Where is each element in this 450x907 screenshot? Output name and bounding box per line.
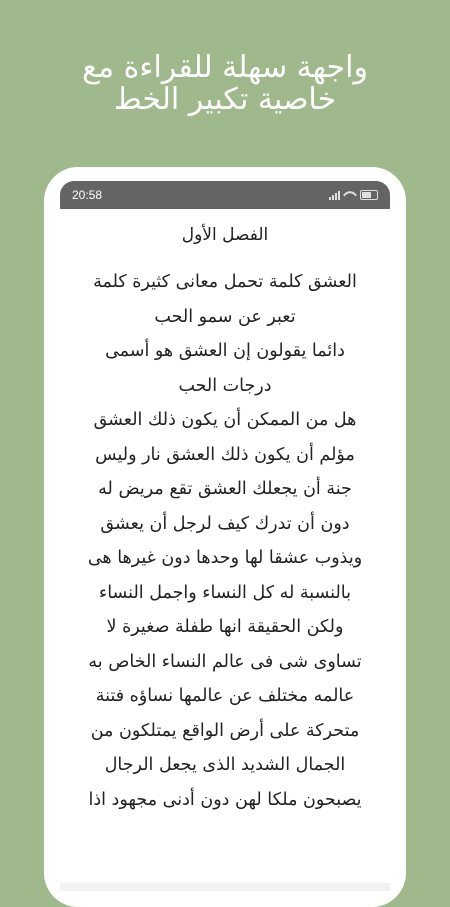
text-line: هل من الممكن أن يكون ذلك العشق [93,410,357,430]
status-time: 20:58 [72,188,103,202]
text-line: جنة أن يجعلك العشق تقع مريض له [98,479,352,499]
text-line: الجمال الشديد الذى يجعل الرجال [104,755,346,775]
signal-icon [329,191,340,200]
text-line: متحركة على أرض الواقع يمتلكون من [90,720,360,741]
promo-line-2: خاصية تكبير الخط [113,82,337,117]
text-line: بالنسبة له كل النساء واجمل النساء [99,582,351,603]
text-line: تعبر عن سمو الحب [154,306,296,327]
status-icons [329,190,378,200]
promo-line-1: واجهة سهلة للقراءة مع [82,50,368,85]
text-line: مؤلم أن يكون ذلك العشق نار وليس [95,444,355,465]
status-bar [60,181,390,209]
text-line: يصبحون ملكا لهن دون أدنى مجهود اذا [88,789,362,810]
text-line: دون أن تدرك كيف لرجل أن يعشق [100,513,350,534]
reader-content[interactable] [60,223,390,817]
text-line: تساوى شى فى عالم النساء الخاص به [88,651,362,672]
chapter-title: الفصل الأول [181,225,269,245]
text-line: عالمه مختلف عن عالمها نساؤه فتنة [95,686,355,706]
text-line: دائما يقولون إن العشق هو أسمى [105,341,345,361]
phone-frame [44,167,406,907]
promo-caption [0,52,450,116]
text-line: ولكن الحقيقة انها طفلة صغيرة لا [106,617,344,637]
text-line: ويذوب عشقا لها وحدها دون غيرها هى [87,548,363,568]
text-line: درجات الحب [178,375,272,396]
battery-icon [360,190,378,200]
phone-screen [60,181,390,891]
chapter-text [66,265,384,817]
text-line: العشق كلمة تحمل معانى كثيرة كلمة [93,272,357,292]
wifi-icon [343,188,357,202]
bottom-bar [60,883,390,891]
